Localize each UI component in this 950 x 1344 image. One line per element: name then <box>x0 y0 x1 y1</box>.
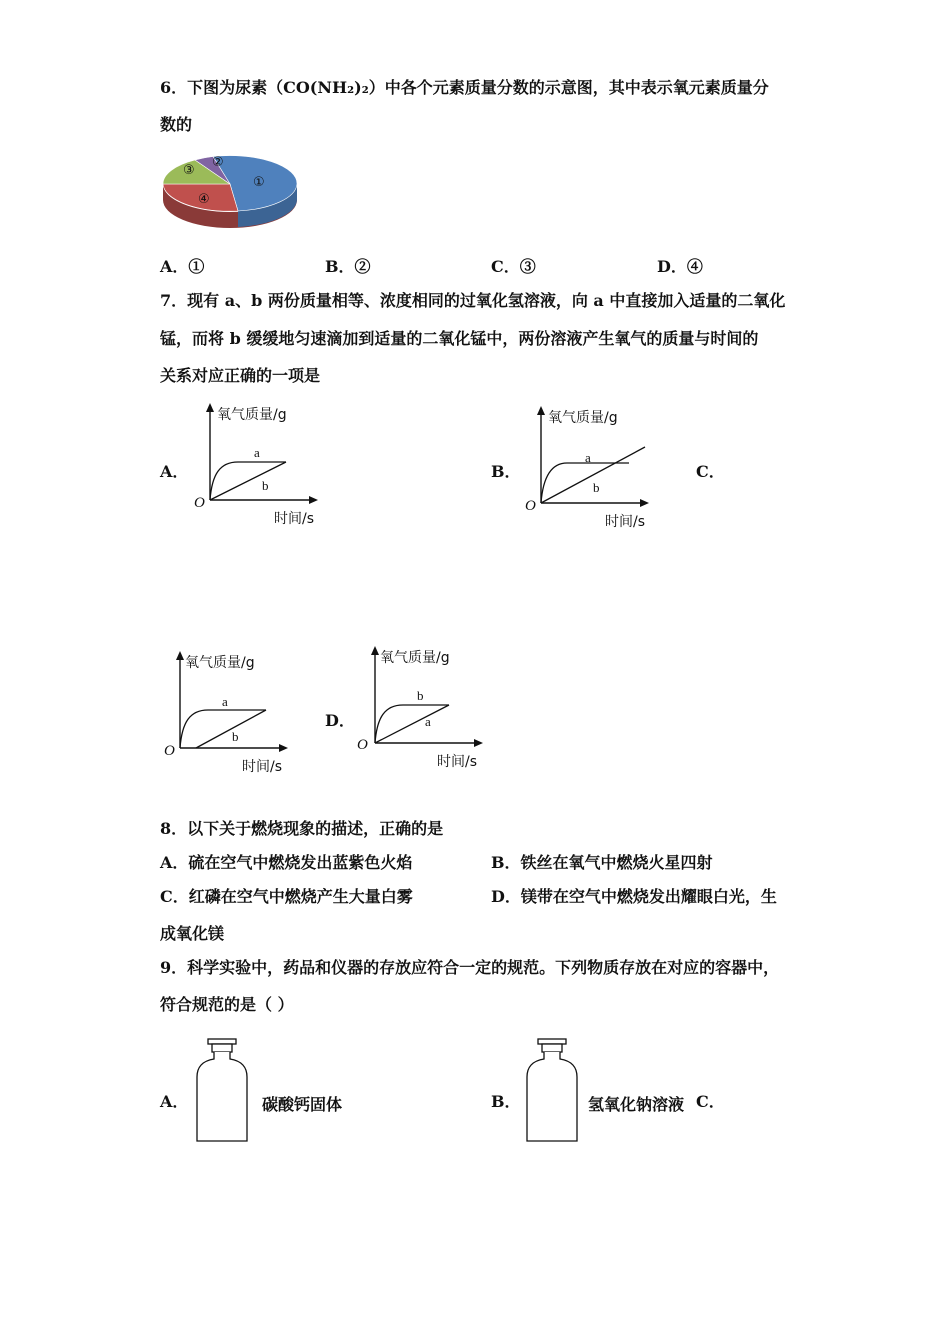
q7-option-d-label: D． <box>325 711 355 730</box>
curve-label-lower: a <box>425 714 431 729</box>
x-arrow <box>474 739 483 747</box>
x-arrow <box>309 496 318 504</box>
q6-option-c: C．③ <box>491 257 536 276</box>
q7-graph-a <box>190 402 330 532</box>
urea-pie-chart <box>160 148 300 232</box>
q9-option-c-label: C． <box>696 1092 725 1111</box>
y-axis-label: 氧气质量/g <box>185 655 255 671</box>
q7-option-b-label: B． <box>491 462 521 481</box>
stopper-plug <box>542 1044 562 1052</box>
q8-option-d: D．镁带在空气中燃烧发出耀眼白光，生 <box>491 887 777 906</box>
stopper-top <box>538 1039 566 1044</box>
x-axis-label: 时间/s <box>242 759 283 775</box>
bottle-b-content-label: 氢氧化钠溶液 <box>588 1095 685 1114</box>
curve-label-lower: b <box>232 729 239 744</box>
bottle-a-content-label: 碳酸钙固体 <box>262 1095 343 1114</box>
q7-graph-c <box>160 650 300 780</box>
q8-option-b: B．铁丝在氧气中燃烧火星四射 <box>491 853 713 872</box>
x-axis-label: 时间/s <box>605 514 646 530</box>
curve-label-lower: b <box>593 480 600 495</box>
stopper-top <box>208 1039 236 1044</box>
pie-label-3: ③ <box>183 163 195 178</box>
y-arrow <box>537 406 545 415</box>
q8-option-c: C．红磷在空气中燃烧产生大量白雾 <box>160 887 413 906</box>
curve-label-lower: b <box>262 478 269 493</box>
x-arrow <box>640 499 649 507</box>
y-axis-label: 氧气质量/g <box>380 650 450 666</box>
q6-option-b: B．② <box>325 257 371 276</box>
narrow-mouth-bottle-a <box>194 1037 250 1145</box>
x-axis-label: 时间/s <box>274 511 315 527</box>
x-axis-label: 时间/s <box>437 754 478 770</box>
curve-fast <box>180 710 266 748</box>
y-arrow <box>176 651 184 660</box>
narrow-mouth-bottle-b <box>524 1037 580 1145</box>
q7-graph-d <box>355 645 495 775</box>
curve-label-upper: b <box>417 688 424 703</box>
origin-label: O <box>357 737 368 753</box>
stopper-plug <box>212 1044 232 1052</box>
line-slow <box>196 710 266 748</box>
y-arrow <box>371 646 379 655</box>
curve-label-upper: a <box>585 450 591 465</box>
q6-stem-line2: 数的 <box>160 115 193 134</box>
q7-stem-line3: 关系对应正确的一项是 <box>160 366 321 385</box>
q7-graph-b <box>521 405 661 535</box>
q7-option-c-label: C． <box>696 462 725 481</box>
curve-label-upper: a <box>254 445 260 460</box>
q7-option-a-label: A． <box>160 462 189 481</box>
origin-label: O <box>525 498 536 514</box>
origin-label: O <box>164 743 175 759</box>
q6-option-a: A．① <box>160 257 205 276</box>
bottle-body <box>197 1052 247 1141</box>
q9-stem-line2: 符合规范的是（ ） <box>160 995 294 1014</box>
q6-stem-line1: 6．下图为尿素（CO(NH₂)₂）中各个元素质量分数的示意图，其中表示氧元素质量分 <box>160 78 769 97</box>
q7-stem-line1: 7．现有 a、b 两份质量相等、浓度相同的过氧化氢溶液，向 a 中直接加入适量的二氧化 <box>160 291 786 310</box>
x-arrow <box>279 744 288 752</box>
q8-option-d-continued: 成氧化镁 <box>160 924 225 943</box>
pie-label-4: ④ <box>198 192 210 207</box>
q9-stem-line1: 9．科学实验中，药品和仪器的存放应符合一定的规范。下列物质存放在对应的容器中， <box>160 958 780 977</box>
bottle-body <box>527 1052 577 1141</box>
q9-option-b-label: B． <box>491 1092 521 1111</box>
curve-fast <box>541 463 629 503</box>
pie-label-1: ① <box>253 175 265 190</box>
curve-label-upper: a <box>222 694 228 709</box>
q7-stem-line2: 锰，而将 b 缓缓地匀速滴加到适量的二氧化锰中，两份溶液产生氧气的质量与时间的 <box>160 329 759 348</box>
y-axis-label: 氧气质量/g <box>217 407 287 423</box>
origin-label: O <box>194 495 205 511</box>
q8-option-a: A．硫在空气中燃烧发出蓝紫色火焰 <box>160 853 413 872</box>
q6-option-d: D．④ <box>657 257 703 276</box>
y-arrow <box>206 403 214 412</box>
q9-option-a-label: A． <box>160 1092 189 1111</box>
pie-label-2: ② <box>212 155 224 170</box>
y-axis-label: 氧气质量/g <box>548 410 618 426</box>
q8-stem: 8．以下关于燃烧现象的描述，正确的是 <box>160 819 444 838</box>
